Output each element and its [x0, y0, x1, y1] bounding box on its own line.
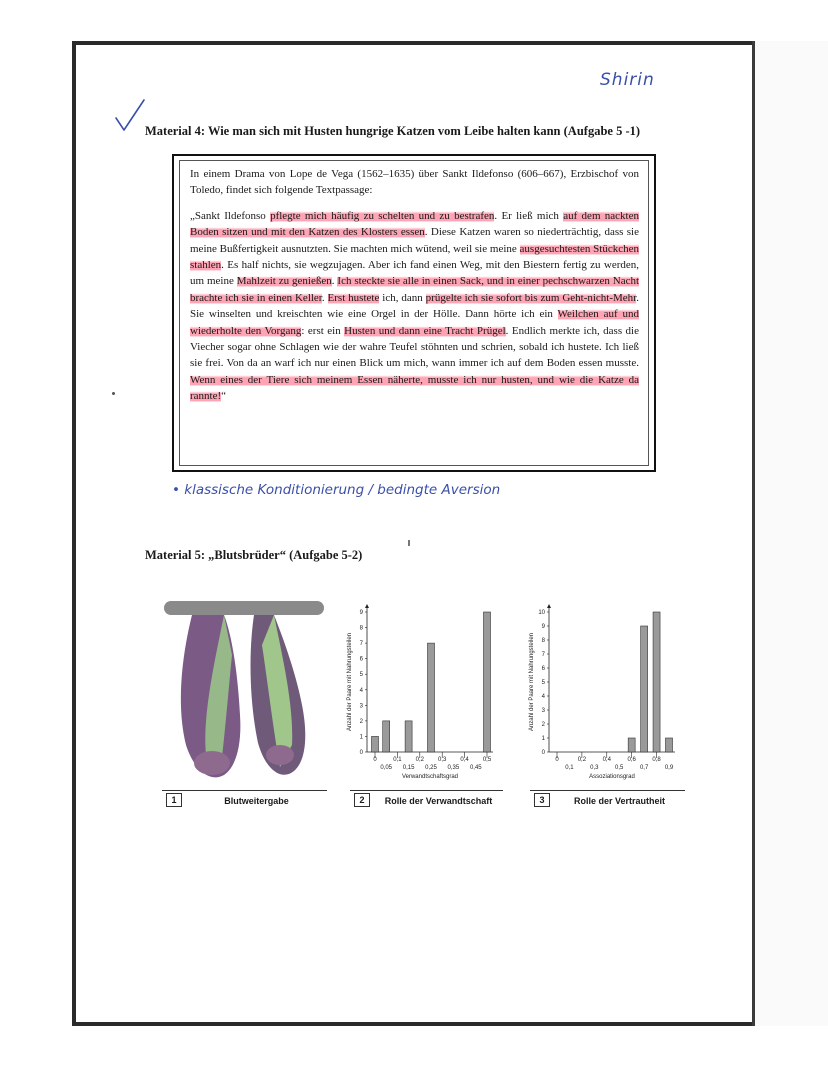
- text-run: : erst ein: [301, 324, 345, 337]
- x-tick-label: 0,15: [402, 765, 415, 771]
- scan-margin: [755, 41, 828, 1026]
- y-tick-label: 1: [541, 736, 545, 742]
- x-tick-label: 0,8: [652, 757, 661, 763]
- bar: [641, 626, 648, 752]
- highlighted-phrase: Husten und dann eine Tracht Prügel: [344, 324, 506, 337]
- caption-3: [530, 790, 685, 809]
- quote-paragraph: [190, 208, 639, 405]
- y-tick-label: 4: [541, 694, 545, 700]
- x-tick-label: 0: [373, 757, 377, 763]
- branch: [164, 601, 324, 615]
- y-axis-arrow: [547, 604, 551, 608]
- y-tick-label: 3: [541, 708, 545, 714]
- y-tick-label: 4: [359, 687, 363, 694]
- pen-mark: [408, 540, 410, 546]
- quote-box: [172, 154, 656, 472]
- handwritten-name: Shirin: [600, 70, 655, 90]
- y-axis-label: Anzahl der Paare mit Nahrungsteilen: [529, 632, 535, 732]
- bat-illustration: [162, 595, 327, 795]
- x-tick-label: 0,2: [415, 757, 424, 763]
- x-tick-label: 0,35: [447, 765, 460, 771]
- highlighted-phrase: auf dem nackten Boden sitzen und mit den Katzen des Klosters essen: [190, 209, 639, 239]
- x-tick-label: 0,5: [482, 757, 492, 763]
- text-run: .: [331, 275, 338, 288]
- highlighted-phrase: Wenn eines der Tiere sich meinem Essen näherte, musste ich nur husten, und wie die Katze da rannte!: [190, 373, 639, 403]
- text-run: . Endlich merkte ich, dass die Viecher sogar ohne Schlagen wie der wahre Teufel stöhnten und schrien, sobald ich hustete. Ich ließ sie frei. Von da an warf ich nur einen Blick um mich, wann immer ich auf dem Boden essen musste.: [190, 324, 639, 370]
- y-tick-label: 0: [359, 750, 363, 756]
- caption-label: Blutweitergabe: [224, 796, 289, 806]
- bar: [666, 738, 673, 752]
- y-tick-label: 5: [541, 680, 545, 686]
- y-axis-arrow: [365, 604, 369, 608]
- bat-right-head: [266, 745, 294, 765]
- x-tick-label: 0: [555, 757, 559, 763]
- pen-dot: [112, 392, 115, 395]
- highlighted-phrase: Ich steckte sie alle in einen Sack, und in einer pechschwarzen Nacht brachte ich sie in einen Keller: [190, 275, 640, 304]
- x-tick-label: 0,1: [393, 757, 402, 763]
- chart-verwandtschaft: [343, 600, 503, 795]
- bar: [653, 612, 660, 752]
- highlighted-phrase: pflegte mich häufig zu schelten und zu bestrafen: [270, 209, 495, 222]
- x-tick-label: 0,3: [438, 757, 447, 763]
- bar: [484, 612, 491, 752]
- handwritten-note: • klassische Konditionierung / bedingte Aversion: [172, 482, 501, 498]
- x-tick-label: 0,05: [380, 765, 393, 771]
- highlighted-phrase: Mahlzeit zu genießen: [236, 275, 332, 288]
- quote-paragraph: [190, 166, 639, 199]
- y-tick-label: 10: [538, 610, 545, 616]
- x-tick-label: 0,2: [577, 757, 587, 763]
- text-run: . Es half nichts, sie wegzujagen. Aber ich fand einen Weg, mit den Biestern fertig zu werden, um meine: [190, 259, 639, 288]
- y-tick-label: 7: [541, 652, 545, 658]
- text-run: ich, dann: [379, 291, 426, 304]
- y-axis-label: Anzahl der Paare mit Nahrungsteilen: [347, 632, 353, 732]
- x-tick-label: 0,25: [425, 765, 437, 771]
- material5-title: Material 5: „Blutsbrüder“ (Aufgabe 5-2): [145, 548, 363, 562]
- x-axis-label: Verwandtschaftsgrad: [401, 774, 459, 780]
- y-tick-label: 1: [359, 734, 363, 741]
- y-tick-label: 0: [541, 750, 545, 756]
- x-tick-label: 0,9: [664, 765, 674, 771]
- bar: [405, 721, 412, 752]
- text-run: . Er ließ mich: [494, 209, 564, 222]
- x-tick-label: 0,45: [469, 765, 482, 771]
- text-run: „Sankt Ildefonso: [190, 209, 271, 222]
- highlighted-phrase: Weilchen auf und wiederholte den Vorgang: [190, 308, 639, 337]
- y-tick-label: 6: [541, 666, 545, 672]
- highlighted-phrase: prügelte ich sie sofort bis zum Geht-nicht-Mehr: [425, 291, 637, 304]
- material4-title: Material 4: Wie man sich mit Husten hungrige Katzen vom Leibe halten kann (Aufgabe 5 -1): [145, 124, 641, 138]
- x-tick-label: 0,1: [565, 765, 574, 771]
- y-tick-label: 2: [359, 718, 363, 725]
- text-run: .: [321, 291, 328, 304]
- caption-label: Rolle der Verwandtschaft: [384, 796, 493, 806]
- y-tick-label: 5: [359, 672, 363, 679]
- x-tick-label: 0,3: [590, 765, 599, 771]
- bar: [628, 738, 635, 752]
- caption-number: 1: [166, 793, 182, 807]
- y-tick-label: 3: [359, 703, 363, 710]
- text-run: In einem Drama von Lope de Vega (1562–1635) über Sankt Ildefonso (606–667), Erzbischof von Toledo, findet sich folgende Textpassage:: [190, 168, 639, 197]
- y-tick-label: 7: [359, 641, 363, 648]
- text-run: “: [221, 390, 227, 403]
- caption-1: [162, 790, 327, 809]
- x-tick-label: 0,4: [602, 757, 611, 763]
- bar: [383, 721, 390, 752]
- caption-2: [350, 790, 503, 809]
- y-tick-label: 6: [359, 656, 363, 663]
- chart-vertrautheit: [525, 600, 685, 795]
- y-tick-label: 8: [359, 625, 363, 632]
- y-tick-label: 9: [359, 610, 363, 616]
- scan-edge-bottom: [72, 1022, 762, 1026]
- bat-left-head: [194, 751, 230, 775]
- bar: [428, 643, 435, 752]
- x-tick-label: 0,4: [460, 757, 469, 763]
- quote-text: [190, 166, 639, 405]
- highlighted-phrase: Erst hustete: [327, 291, 380, 304]
- text-run: . Sie winselten und kreischten wie eine Orgel in der Hölle. Dann hörte ich ein: [190, 291, 639, 321]
- x-tick-label: 0,7: [639, 765, 649, 771]
- caption-number: 2: [354, 793, 370, 807]
- caption-label: Rolle der Vertrautheit: [573, 796, 666, 806]
- y-tick-label: 9: [541, 624, 545, 630]
- text-run: . Diese Katzen waren so niederträchtig, dass sie meine Bußfertigkeit ausnutzten. Sie machten mich wütend, weil sie meine: [190, 226, 640, 255]
- y-tick-label: 2: [541, 722, 545, 728]
- highlighted-phrase: ausgesuchtesten Stückchen stahlen: [190, 242, 640, 272]
- bar: [372, 736, 379, 752]
- x-tick-label: 0,5: [615, 765, 624, 771]
- x-axis-label: Assoziationsgrad: [589, 774, 635, 780]
- y-tick-label: 8: [541, 638, 545, 644]
- bleed-through-line: [190, 199, 639, 208]
- caption-number: 3: [534, 793, 550, 807]
- scan-edge-top: [72, 41, 762, 45]
- scan-edge-left: [72, 41, 76, 1026]
- x-tick-label: 0,6: [627, 757, 636, 763]
